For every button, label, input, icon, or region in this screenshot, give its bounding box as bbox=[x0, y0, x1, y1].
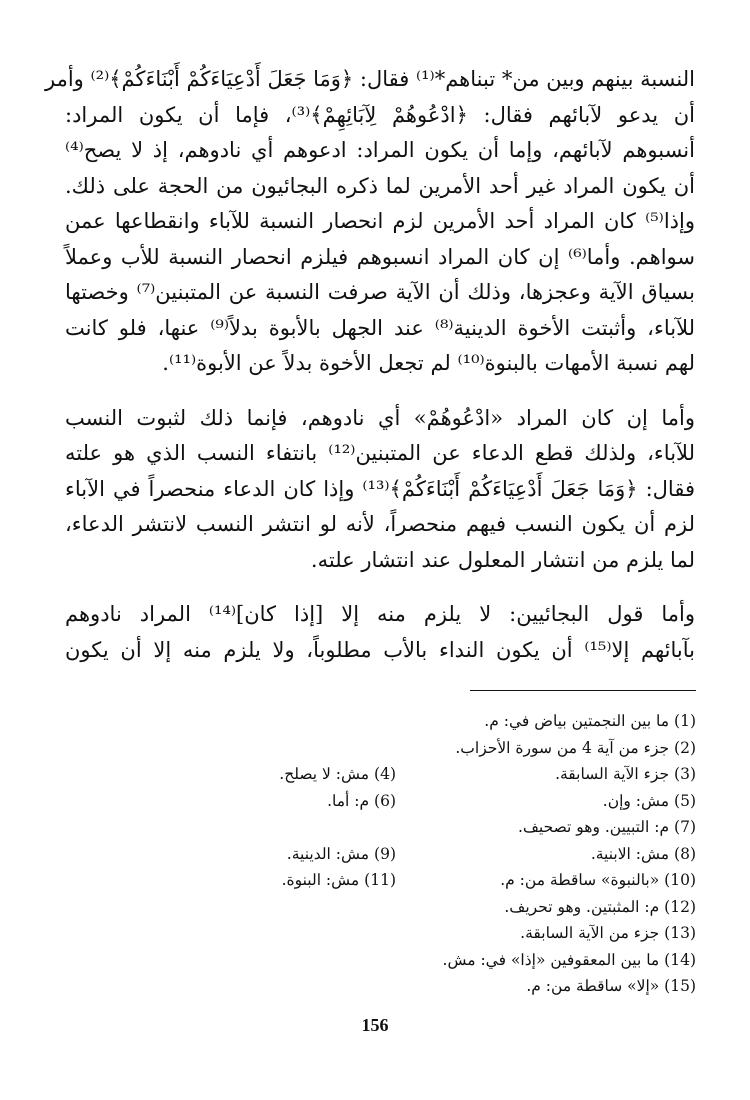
footnote bbox=[130, 973, 396, 1000]
footnote-row bbox=[130, 867, 696, 894]
footnote bbox=[130, 894, 396, 921]
text-line: فقال: ﴿وَمَا جَعَلَ أَدْعِيَاءَكُمْ أَبْنَاءَكُمْ﴾⁽¹³⁾ وإذا كان الدعاء منحصراً في الآباء bbox=[65, 476, 695, 501]
footnote-row bbox=[130, 814, 696, 841]
footnote-row bbox=[130, 735, 696, 762]
footnote-row bbox=[130, 973, 696, 1000]
footnote-row bbox=[130, 894, 696, 921]
text-line: سواهم. وأما⁽⁶⁾ إن كان المراد انسبوهم فيلزم انحصار النسبة للأب وعملاً bbox=[65, 244, 695, 269]
footnote-row bbox=[130, 761, 696, 788]
footnote: (2) جزء من آية 4 من سورة الأحزاب. bbox=[455, 738, 696, 757]
footnote: (3) جزء الآية السابقة. bbox=[555, 765, 696, 783]
footnote bbox=[130, 920, 396, 947]
footnote-row bbox=[130, 788, 696, 815]
footnote: (7) م: التبيين. وهو تصحيف. bbox=[517, 818, 696, 836]
paragraph-1 bbox=[44, 62, 695, 382]
footnote: (11) مش: البنوة. bbox=[281, 871, 396, 889]
page-number: 156 bbox=[361, 1015, 389, 1035]
footnotes bbox=[130, 708, 696, 1000]
footnote: (4) مش: لا يصلح. bbox=[279, 765, 396, 783]
footnote-row bbox=[130, 947, 696, 974]
text-line: النسبة بينهم وبين من* تبناهم*⁽¹⁾ فقال: ﴿وَمَا جَعَلَ أَدْعِيَاءَكُمْ أَبْنَاءَكُمْ﴾⁽²⁾ وأمر bbox=[44, 67, 695, 91]
footnote-row bbox=[130, 920, 696, 947]
footnote bbox=[130, 814, 396, 841]
text-line: بآبائهم إلا⁽¹⁵⁾ أن يكون النداء بالأب مطلوباً، ولا يلزم منه إلا أن يكون bbox=[65, 637, 695, 662]
footnote: (12) م: المثبتين. وهو تحريف. bbox=[504, 897, 696, 916]
footnote bbox=[130, 708, 396, 735]
footnote: (10) «بالنبوة» ساقطة من: م. bbox=[500, 871, 696, 889]
text-line: وأما قول البجائيين: لا يلزم منه إلا [إذا كان]⁽¹⁴⁾ المراد نادوهم bbox=[65, 602, 695, 626]
text-line: لما يلزم من انتشار المعلول عند انتشار علته. bbox=[310, 547, 695, 572]
footnote-divider bbox=[470, 690, 696, 691]
text-line: وإذا⁽⁵⁾ كان المراد أحد الأمرين لزم انحصار النسبة للآباء وانقطاعها عمن bbox=[65, 209, 695, 233]
footnote-row bbox=[130, 708, 696, 735]
text-line: أنسبوهم لآبائهم، وإما أن يكون المراد: ادعوهم أي نادوهم، إذ لا يصح⁽⁴⁾ bbox=[65, 138, 695, 162]
footnote: (5) مش: وإن. bbox=[602, 791, 696, 810]
footnote: (15) «إلا» ساقطة من: م. bbox=[526, 977, 696, 995]
text-line: لزم أن يكون النسب فيهم منحصراً، لأنه لو انتشر النسب لانتشر الدعاء، bbox=[65, 512, 695, 536]
text-line: للآباء، وأثبتت الأخوة الدينية⁽⁸⁾ عند الجهل بالأبوة بدلاً⁽⁹⁾ عنها، فلو كانت bbox=[65, 315, 695, 340]
footnote: (6) م: أما. bbox=[327, 791, 396, 810]
footnote-row bbox=[130, 841, 696, 868]
footnote: (9) مش: الدينية. bbox=[286, 844, 396, 863]
footnote: (14) ما بين المعقوفين «إذا» في: مش. bbox=[442, 950, 696, 969]
footnote bbox=[130, 735, 396, 762]
footnote: (8) مش: الابنية. bbox=[590, 844, 696, 863]
text-line: أن يكون المراد غير أحد الأمرين لما ذكره البجائيون من الحجة على ذلك. bbox=[65, 173, 695, 198]
text-line: بسياق الآية وعجزها، وذلك أن الآية صرفت النسبة عن المتبنين⁽⁷⁾ وخصتها bbox=[65, 280, 695, 304]
main-text bbox=[44, 62, 695, 668]
text-line: وأما إن كان المراد «ادْعُوهُمْ» أي نادوهم، فإنما ذلك لثبوت النسب bbox=[65, 405, 695, 430]
text-line: لهم نسبة الأمهات بالبنوة⁽¹⁰⁾ لم تجعل الأخوة بدلاً عن الأبوة⁽¹¹⁾. bbox=[162, 351, 695, 375]
text-line: أن يدعو لآبائهم فقال: ﴿ادْعُوهُمْ لِآبَائِهِمْ﴾⁽³⁾، فإما أن يكون المراد: bbox=[65, 102, 695, 127]
paragraph-2 bbox=[65, 401, 695, 579]
paragraph-3 bbox=[65, 597, 695, 668]
footnote bbox=[130, 947, 396, 974]
footnote: (13) جزء من الآية السابقة. bbox=[520, 924, 696, 942]
footnote: (1) ما بين النجمتين بياض في: م. bbox=[484, 712, 696, 730]
text-line: للآباء، ولذلك قطع الدعاء عن المتبنين⁽¹²⁾ بانتفاء النسب الذي هو علته bbox=[65, 441, 695, 465]
